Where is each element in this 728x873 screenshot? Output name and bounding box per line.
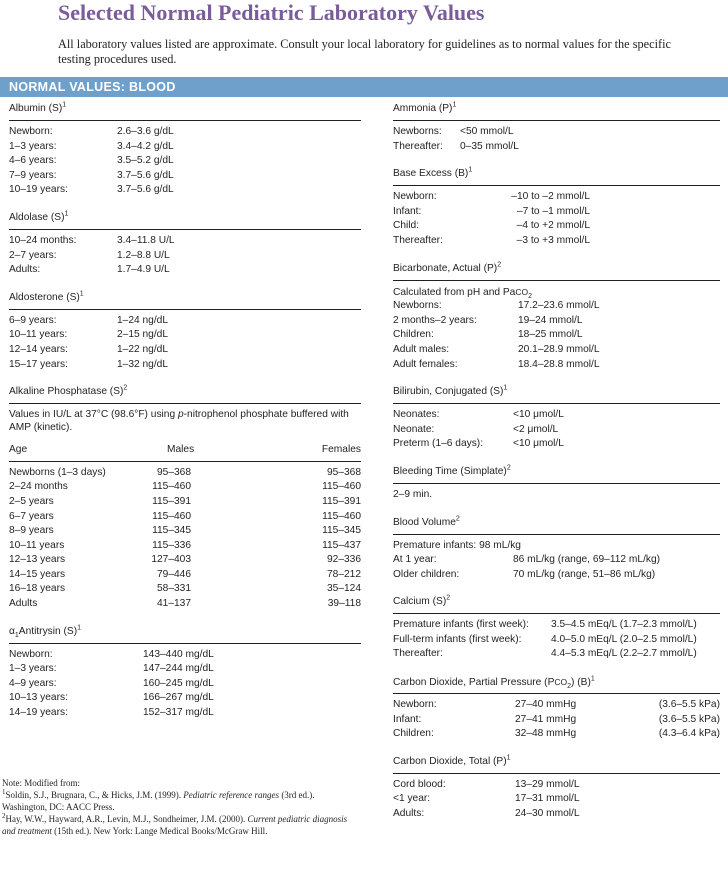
table-row: Adult males: 20.1–28.9 mmol/L <box>393 343 600 355</box>
section-heading: Blood Volume$^2$ <box>393 515 460 528</box>
divider <box>393 280 720 281</box>
table-row: 15–17 years: 1–32 ng/dL <box>9 358 168 370</box>
table-row: 12–13 years 127–403 92–336 <box>9 554 361 566</box>
table-row: 10–13 years: 166–267 mg/dL <box>9 692 214 704</box>
section-heading: Calcium $(S)^2$ <box>393 594 451 608</box>
section-heading: Ammonia $(P)^1$ <box>393 101 457 114</box>
co2-total-section <box>393 750 720 822</box>
co2-partial-pressure-section <box>393 670 720 742</box>
table-row: Infant: –7 to –1 mmol/L <box>393 205 590 217</box>
divider <box>393 120 720 121</box>
albumin-section <box>9 97 361 198</box>
table-row: 6–9 years: 1–24 ng/dL <box>9 314 168 326</box>
table-row: Child: –4 to +2 mmol/L <box>393 220 590 232</box>
divider <box>9 120 361 121</box>
divider <box>393 613 720 614</box>
section-heading: $\alpha_1Antitrysin$ $(S)^1$ <box>9 624 82 639</box>
table-row: Preterm (1–6 days): <10 μmol/L <box>393 438 564 450</box>
table-row: 10–11 years 115–336 115–437 <box>9 539 361 551</box>
table-row: <1 year: 17–31 mmol/L <box>393 793 580 805</box>
divider <box>9 229 361 230</box>
table-row: 14–19 years: 152–317 mg/dL <box>9 707 214 719</box>
table-row: 2–24 months 115–460 115–460 <box>9 481 361 493</box>
table-row: Full-term infants (first week): 4.0–5.0 mEq/L (2.0–2.5 mmol/L) <box>393 633 697 645</box>
footnotes <box>2 777 354 837</box>
divider <box>393 534 720 535</box>
calc-note: Calculated from pH and PaCO$_2$ <box>393 286 532 300</box>
bicarbonate-section <box>393 257 720 373</box>
intro-paragraph: All laboratory values listed are approximate. Consult your local laboratory for guidelines as to normal values for the specific testing procedures used. <box>58 37 671 66</box>
table-row: 12–14 years: 1–22 ng/dL <box>9 343 168 355</box>
table-row: Newborn: 27–40 mmHg (3.6–5.5 kPa) <box>393 699 720 711</box>
table-header: Age Males Females <box>9 444 361 456</box>
table-row: Adult females: 18.4–28.8 mmol/L <box>393 358 600 370</box>
table-row: Newborn: 143–440 mg/dL <box>9 648 214 660</box>
table-row: 8–9 years 115–345 115–345 <box>9 525 361 537</box>
calcium-section <box>393 590 720 662</box>
table-row: 4–6 years: 3.5–5.2 g/dL <box>9 155 174 167</box>
table-row: 16–18 years 58–331 35–124 <box>9 583 361 595</box>
banner-label: NORMAL VALUES: BLOOD <box>9 80 176 94</box>
table-row: Newborn: 2.6–3.6 g/dL <box>9 126 174 137</box>
alkaline-phosphatase-section <box>9 380 361 612</box>
antitrypsin-section <box>9 620 361 721</box>
table-row: Neonates: <10 μmol/L <box>393 409 564 421</box>
base-excess-section <box>393 162 720 248</box>
table-row: Thereafter: –3 to +3 mmol/L <box>393 234 590 246</box>
blood-volume-section <box>393 511 720 583</box>
right-column <box>393 97 720 822</box>
section-heading: Base Excess $(B)^1$ <box>393 166 473 180</box>
divider <box>393 693 720 694</box>
table-row: 14–15 years 79–446 78–212 <box>9 568 361 580</box>
table-row: 7–9 years: 3.7–5.6 g/dL <box>9 169 174 181</box>
table-row: 1–3 years: 3.4–4.2 g/dL <box>9 140 174 152</box>
table-row: 2–5 years 115–391 115–391 <box>9 495 361 507</box>
ammonia-section <box>393 97 720 154</box>
divider <box>9 643 361 644</box>
divider <box>393 403 720 404</box>
table-row: Adults: 24–30 mmol/L <box>393 808 580 820</box>
table-row: 10–19 years: 3.7–5.6 g/dL <box>9 184 174 196</box>
section-heading: Bicarbonate, Actual $(P)^2$ <box>393 261 502 274</box>
divider <box>393 483 720 484</box>
section-heading: Aldolase $(S)^1$ <box>9 210 69 223</box>
table-row: Thereafter: 0–35 mmol/L <box>393 140 519 152</box>
table-row: Children: 18–25 mmol/L <box>393 329 583 341</box>
footnote-2: $^2$Hay, W.W., Hayward, A.R., Levin, M.J., Sondheimer, J.M. (2000). Current pediatric diagnosis and treatment (15th ed.). New York: Lange Medical Books/McGraw Hill. <box>2 812 348 836</box>
table-row: Children: 32–48 mmHg (4.3–6.4 kPa) <box>393 728 720 740</box>
table-row: Newborns (1–3 days) 95–368 95–368 <box>9 466 361 478</box>
table-row: Adults 41–137 39–118 <box>9 598 361 610</box>
footnote-intro: Note: Modified from: <box>2 778 80 788</box>
divider <box>393 773 720 774</box>
table-row: Neonate: <2 μmol/L <box>393 423 559 435</box>
divider <box>9 403 361 404</box>
table-row: At 1 year: 86 mL/kg (range, 69–112 mL/kg) <box>393 554 661 566</box>
section-heading: Carbon Dioxide, Total $(P)^1$ <box>393 754 511 767</box>
aldosterone-section <box>9 286 361 372</box>
aldolase-section <box>9 206 361 278</box>
table-row: Newborns: <50 mmol/L <box>393 126 514 137</box>
page-title: Selected Normal Pediatric Laboratory Values <box>58 0 485 25</box>
divider <box>9 309 361 310</box>
divider <box>9 461 361 462</box>
table-row: Cord blood: 13–29 mmol/L <box>393 778 580 790</box>
table-row: Infant: 27–41 mmHg (3.6–5.5 kPa) <box>393 713 720 725</box>
table-row: Newborns: 17.2–23.6 mmol/L <box>393 300 600 312</box>
left-column <box>9 97 361 721</box>
method-note: Values in IU/L at 37°C (98.6°F) using p-nitrophenol phosphate buffered with AMP (kinetic). <box>9 409 349 434</box>
table-row: Adults: 1.7–4.9 U/L <box>9 264 170 276</box>
table-row: Newborn: –10 to –2 mmol/L <box>393 191 590 203</box>
table-row: 2–9 min. <box>393 488 433 500</box>
section-heading: Bilirubin, Conjugated $(S)^1$ <box>393 384 508 398</box>
divider <box>393 185 720 186</box>
bleeding-time-section <box>393 460 720 503</box>
section-heading: Albumin $(S)^1$ <box>9 101 67 114</box>
table-row: Premature infants (first week): 3.5–4.5 mEq/L (1.7–2.3 mmol/L) <box>393 619 697 631</box>
section-heading: Bleeding Time (Simplate)$^2$ <box>393 464 511 477</box>
table-row: 6–7 years 115–460 115–460 <box>9 510 361 522</box>
table-row: Premature infants: 98 mL/kg <box>393 539 521 551</box>
table-row: 10–24 months: 3.4–11.8 U/L <box>9 234 175 246</box>
table-row: Thereafter: 4.4–5.3 mEq/L (2.2–2.7 mmol/L) <box>393 648 697 660</box>
bilirubin-section <box>393 380 720 452</box>
table-row: 1–3 years: 147–244 mg/dL <box>9 663 214 675</box>
table-row: 2 months–2 years: 19–24 mmol/L <box>393 314 583 326</box>
table-row: 4–9 years: 160–245 mg/dL <box>9 677 214 689</box>
table-row: Older children: 70 mL/kg (range, 51–86 mL/kg) <box>393 568 656 580</box>
section-heading: Carbon Dioxide, Partial Pressure $(PCO_2)$ $(B)^1$ <box>393 675 595 691</box>
section-heading: Aldosterone $(S)^1$ <box>9 290 84 303</box>
footnote-1: $^1$Soldin, S.J., Brugnara, C., & Hicks, J.M. (1999). Pediatric reference ranges (3rd ed.). Washington, DC: AACC Press. <box>2 788 315 812</box>
section-heading: Alkaline Phosphatase $(S)^2$ <box>9 384 128 398</box>
table-row: 10–11 years: 2–15 ng/dL <box>9 329 168 341</box>
table-row: 2–7 years: 1.2–8.8 U/L <box>9 249 170 261</box>
section-banner <box>0 77 728 97</box>
